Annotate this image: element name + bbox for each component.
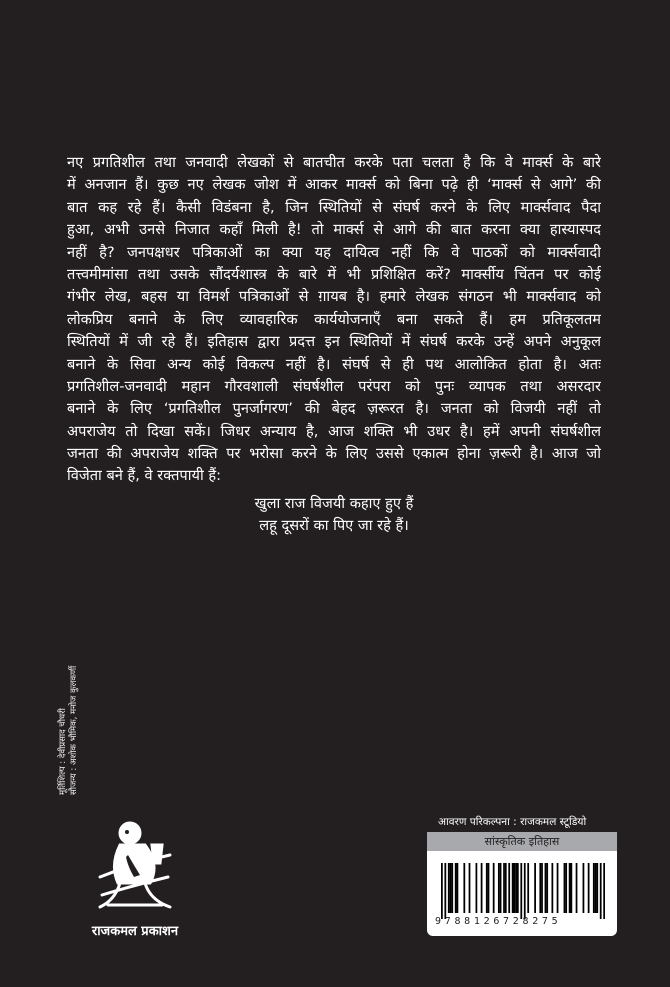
blurb-line: गंभीर लेख, बहस या विमर्श पत्रिकाओं से ग़ायब है। हमारे लेखक संगठन भी मार्क्सवाद को bbox=[67, 288, 601, 306]
barcode-bar bbox=[500, 863, 502, 913]
barcode-bar bbox=[600, 863, 602, 919]
barcode-bar bbox=[444, 863, 446, 919]
blurb-line: में अनजान हैं। कुछ नए लेखक जोश में आकर मार्क्स को बिना पढ़े ही ‘मार्क्स से आगे’ की bbox=[67, 176, 601, 194]
barcode-bar bbox=[565, 863, 567, 913]
blurb-line: अपराजेय तो दिखा सकें। जिधर अन्याय है, आज शक्ति भी उधर है। हमें अपनी संघर्षशील bbox=[67, 422, 601, 440]
verse-line: खुला राज विजयी कहाए हुए हैं bbox=[254, 495, 414, 512]
barcode-bar bbox=[457, 863, 459, 913]
image-credits bbox=[58, 666, 80, 795]
cover-design-credit: आवरण परिकल्पना : राजकमल स्टूडियो bbox=[438, 816, 587, 828]
barcode-bar bbox=[514, 863, 516, 913]
blurb-line: बात कह रहे हैं। कैसी विडंबना है, जिन स्थितियों से संघर्ष करने के लिए मार्क्सवाद पैदा bbox=[67, 198, 601, 216]
barcode-bar bbox=[527, 863, 529, 913]
barcode-bar bbox=[488, 863, 490, 913]
blurb-line: स्थितियों में जी रहे हैं। इतिहास द्वारा प्रदत्त इन स्थितियों में संघर्ष करके उन्हें अपने अनुकूल bbox=[67, 333, 601, 351]
blurb-line: प्रगतिशील-जनवादी महान गौरवशाली संघर्षशील परंपरा को पुनः व्यापक तथा असरदार bbox=[67, 377, 601, 395]
blurb-line: बनाने के लिए ‘प्रगतिशील पुनर्जागरण’ की बेहद ज़रूरत है। जनता को विजयी नहीं तो bbox=[67, 400, 601, 418]
barcode-bar bbox=[486, 863, 488, 913]
barcode-bar bbox=[593, 863, 595, 913]
barcode-bar bbox=[476, 863, 478, 913]
barcode-bar bbox=[463, 863, 465, 913]
barcode-bar bbox=[569, 863, 571, 913]
blurb-line: नए प्रगतिशील तथा जनवादी लेखकों से बातचीत करके पता चलता है कि वे मार्क्स के बारे bbox=[67, 154, 601, 171]
barcode-bar bbox=[534, 863, 536, 913]
barcode-bar bbox=[481, 863, 483, 913]
sculpture-credit: मूर्तिशिल्प : देवीप्रसाद चौधरी bbox=[58, 708, 68, 795]
verse-line: लहू दूसरों का पिए जा रहे हैं। bbox=[259, 517, 409, 535]
barcode-bar bbox=[469, 863, 471, 913]
barcode-bar bbox=[546, 863, 548, 913]
barcode-bar bbox=[564, 863, 566, 913]
barcode-bar bbox=[576, 863, 578, 913]
barcode-bar bbox=[545, 863, 547, 913]
barcode-bar bbox=[508, 863, 510, 913]
publisher-emblem-icon bbox=[90, 815, 180, 915]
blurb-line: तत्त्वमीमांसा तथा उसके सौंदर्यशास्त्र के बारे में भी प्रशिक्षित करें? मार्क्सीय चिंतन पर कोई bbox=[67, 265, 601, 283]
blurb-line: हुआ, अभी उनसे निजात कहाँ मिली है! तो मार्क्स से आगे की बात करना क्या हास्यास्पद bbox=[67, 221, 601, 239]
verse-quote bbox=[67, 493, 601, 538]
isbn-barcode bbox=[441, 863, 605, 919]
barcode-bar bbox=[524, 863, 526, 919]
barcode-bar bbox=[441, 863, 443, 919]
barcode-bar bbox=[520, 863, 522, 919]
barcode-bar bbox=[450, 863, 452, 913]
barcode-panel bbox=[427, 832, 617, 936]
blurb-line: जनता की अपराजेय शक्ति पर भरोसा करने के लिए उससे एकात्म होना ज़रूरी है। आज जो bbox=[67, 445, 601, 463]
barcode-bar bbox=[498, 863, 500, 913]
barcode-bar bbox=[503, 863, 505, 913]
barcode-bar bbox=[512, 863, 514, 913]
category-label: सांस्कृतिक इतिहास bbox=[427, 832, 617, 851]
barcode-bar bbox=[539, 863, 541, 913]
barcode-bar bbox=[455, 863, 457, 913]
barcode-bar bbox=[541, 863, 543, 913]
barcode-bar bbox=[448, 863, 450, 913]
blurb-line: लोकप्रिय बनाने के लिए व्यावहारिक कार्ययोजनाएँ बना सकते हैं। हम प्रतिकूलतम bbox=[67, 310, 601, 328]
blurb-line: बनाने के सिवा अन्य कोई विकल्प नहीं है। संघर्ष से ही पथ आलोकित होता है। अतः bbox=[67, 355, 601, 373]
barcode-bar bbox=[570, 863, 572, 913]
blurb-line: नहीं है? जनपक्षधर पत्रिकाओं का क्या यह दायित्व नहीं कि वे पाठकों को मार्क्सवादी bbox=[67, 243, 601, 261]
barcode-bar bbox=[551, 863, 553, 913]
blurb-line: विजेता बने हैं, वे रक्तपायी हैं: bbox=[67, 467, 222, 485]
barcode-bar bbox=[557, 863, 559, 913]
barcode-bar bbox=[596, 863, 598, 913]
publisher-logo bbox=[80, 815, 190, 939]
barcode-bar bbox=[603, 863, 605, 919]
barcode-bar bbox=[595, 863, 597, 913]
isbn-number: 9788126728275 bbox=[435, 916, 562, 927]
barcode-bar bbox=[588, 863, 590, 913]
courtesy-credit: सौजन्य : अशोक भौमिक, मनोज कुलकर्णी bbox=[69, 665, 79, 795]
back-cover-blurb bbox=[67, 152, 601, 488]
barcode-bar bbox=[505, 863, 507, 913]
barcode-bar bbox=[515, 863, 517, 913]
barcode-bar bbox=[583, 863, 585, 913]
barcode-bar bbox=[493, 863, 495, 913]
barcode-bar bbox=[517, 863, 519, 913]
barcode-bar bbox=[451, 863, 453, 913]
publisher-name: राजकमल प्रकाशन bbox=[91, 924, 179, 939]
